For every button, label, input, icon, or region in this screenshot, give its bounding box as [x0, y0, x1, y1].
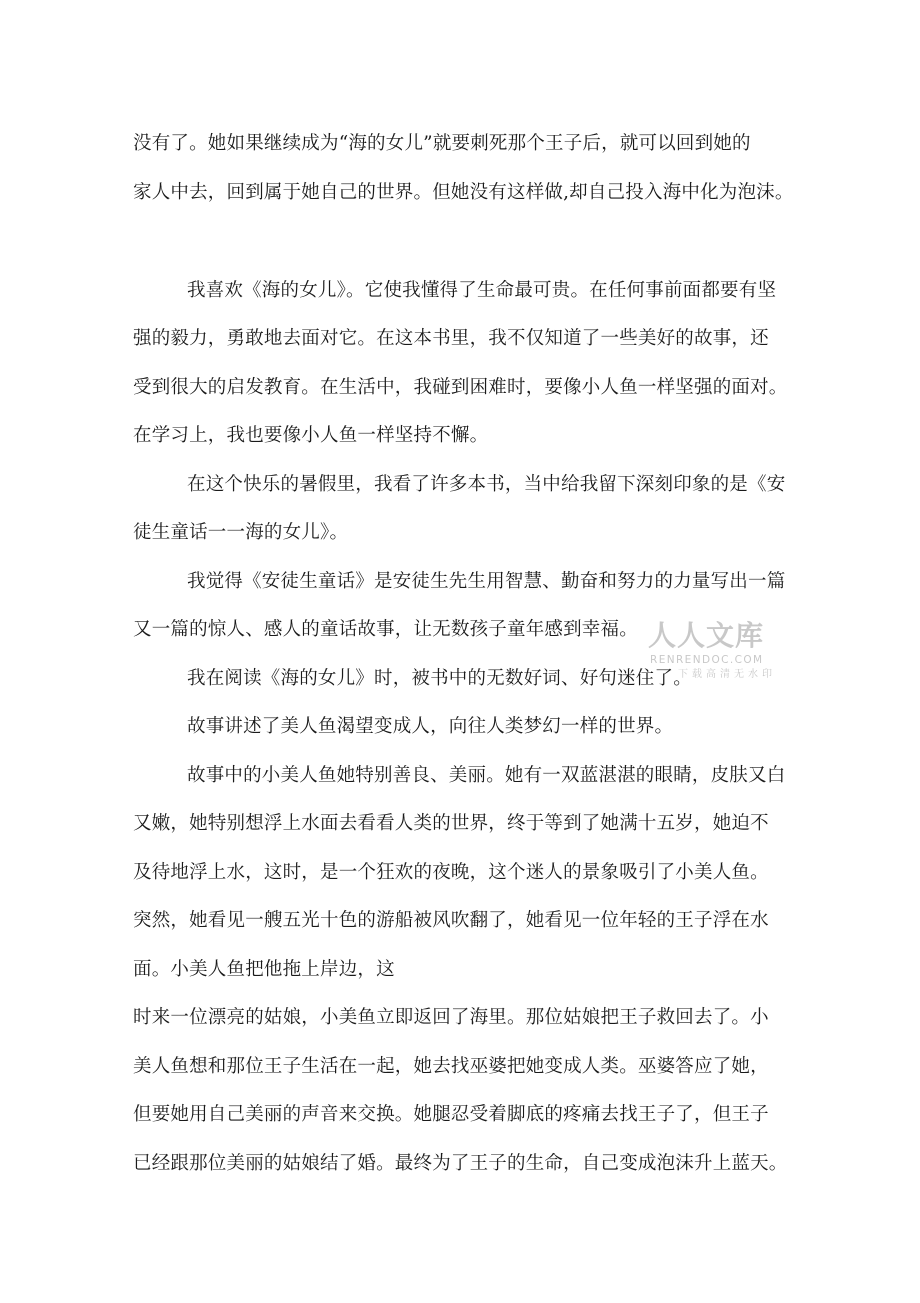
text-line: 在这个快乐的暑假里，我看了许多本书，当中给我留下深刻印象的是《安 — [187, 474, 786, 495]
text-line: 在学习上，我也要像小人鱼一样坚持不懈。 — [133, 425, 489, 446]
text-line: 家人中去，回到属于她自己的世界。但她没有这样做,却自己投入海中化为泡沫。 — [133, 182, 794, 203]
text-line: 故事讲述了美人鱼渴望变成人，向往人类梦幻一样的世界。 — [187, 716, 674, 737]
watermark-url: RENRENDOC.COM — [650, 654, 764, 666]
text-line: 我觉得《安徒生童话》是安徒生先生用智慧、勤奋和努力的力量写出一篇 — [187, 571, 786, 592]
text-line: 已经跟那位美丽的姑娘结了婚。最终为了王子的生命，自己变成泡沫升上蓝天。 — [133, 1153, 788, 1174]
text-line: 又嫩，她特别想浮上水面去看看人类的世界，终于等到了她满十五岁，她迫不 — [133, 813, 769, 834]
text-line: 我在阅读《海的女儿》时，被书中的无数好词、好句迷住了。 — [187, 668, 692, 689]
watermark-logo — [648, 620, 774, 690]
text-line: 美人鱼想和那位王子生活在一起，她去找巫婆把她变成人类。巫婆答应了她， — [133, 1056, 769, 1077]
text-line: 故事中的小美人鱼她特别善良、美丽。她有一双蓝湛湛的眼睛，皮肤又白 — [187, 765, 786, 786]
text-line: 没有了。她如果继续成为“海的女儿”就要刺死那个王子后，就可以回到她的 — [133, 133, 751, 154]
watermark-title: 人人文库 — [648, 619, 765, 652]
text-line: 强的毅力，勇敢地去面对它。在这本书里，我不仅知道了一些美好的故事，还 — [133, 328, 769, 349]
text-line: 但要她用自己美丽的声音来交换。她腿忍受着脚底的疼痛去找王子了，但王子 — [133, 1104, 769, 1125]
watermark-subtitle: 下载高清无水印 — [678, 669, 776, 680]
text-line: 突然，她看见一艘五光十色的游船被风吹翻了，她看见一位年轻的王子浮在水 — [133, 910, 769, 931]
text-line: 及待地浮上水，这时，是一个狂欢的夜晚，这个迷人的景象吸引了小美人鱼。 — [133, 862, 769, 883]
text-line: 我喜欢《海的女儿》。它使我懂得了生命最可贵。在任何事前面都要有坚 — [187, 280, 777, 301]
text-line: 又一篇的惊人、感人的童话故事，让无数孩子童年感到幸福。 — [133, 619, 638, 640]
text-line: 受到很大的启发教育。在生活中，我碰到困难时，要像小人鱼一样坚强的面对。 — [133, 377, 788, 398]
text-line: 徒生童话一一海的女儿》。 — [133, 522, 349, 543]
text-line: 面。小美人鱼把他拖上岸边，这 — [133, 959, 395, 980]
text-line: 时来一位漂亮的姑娘，小美鱼立即返回了海里。那位姑娘把王子救回去了。小 — [133, 1007, 769, 1028]
